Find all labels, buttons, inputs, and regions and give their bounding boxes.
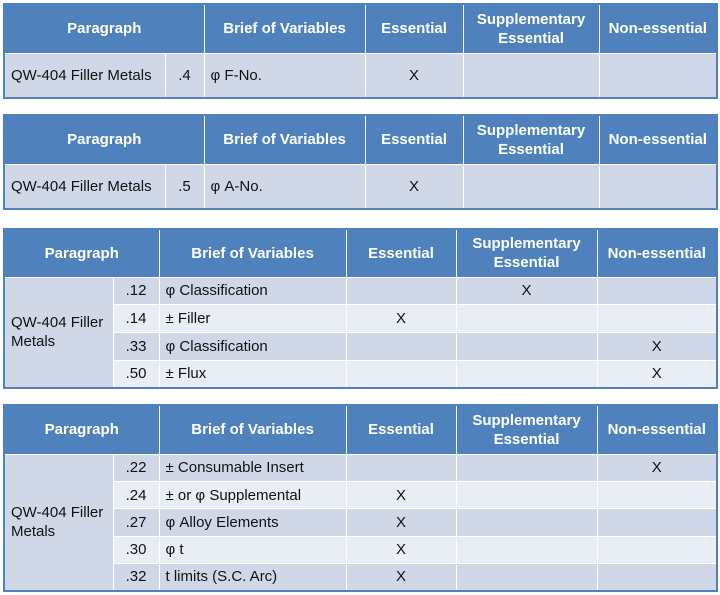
nonessential-mark bbox=[597, 277, 716, 305]
essential-mark: X bbox=[365, 164, 463, 208]
nonessential-mark: X bbox=[597, 454, 716, 481]
variable-brief: ± Consumable Insert bbox=[159, 454, 346, 481]
col-header-brief: Brief of Variables bbox=[159, 406, 346, 454]
variables-table-3 bbox=[3, 228, 718, 389]
col-header-essential: Essential bbox=[365, 5, 463, 53]
col-header-essential: Essential bbox=[346, 406, 456, 454]
essential-mark bbox=[346, 277, 456, 305]
col-header-nonessential: Non-essential bbox=[599, 5, 716, 53]
supplementary-mark bbox=[456, 305, 597, 333]
essential-mark: X bbox=[365, 53, 463, 97]
supplementary-mark bbox=[456, 536, 597, 563]
variable-brief: φ Classification bbox=[159, 277, 346, 305]
variable-number: .33 bbox=[113, 332, 159, 360]
variable-brief: φ Alloy Elements bbox=[159, 509, 346, 536]
essential-mark: X bbox=[346, 305, 456, 333]
variables-table-4 bbox=[3, 404, 718, 592]
col-header-nonessential: Non-essential bbox=[597, 406, 716, 454]
essential-mark bbox=[346, 360, 456, 387]
essential-mark: X bbox=[346, 536, 456, 563]
col-header-supplementary: Supplementary Essential bbox=[463, 5, 599, 53]
variables-table-2 bbox=[3, 114, 718, 210]
col-header-supplementary: Supplementary Essential bbox=[456, 406, 597, 454]
nonessential-mark bbox=[597, 536, 716, 563]
paragraph-cell: QW-404 Filler Metals bbox=[5, 53, 165, 97]
col-header-paragraph: Paragraph bbox=[5, 230, 159, 277]
nonessential-mark bbox=[599, 164, 716, 208]
variable-number: .27 bbox=[113, 509, 159, 536]
paragraph-cell: QW-404 Filler Metals bbox=[5, 164, 165, 208]
nonessential-mark bbox=[597, 509, 716, 536]
supplementary-mark bbox=[463, 53, 599, 97]
nonessential-mark: X bbox=[597, 332, 716, 360]
supplementary-mark bbox=[463, 164, 599, 208]
nonessential-mark bbox=[597, 563, 716, 590]
paragraph-cell: QW-404 Filler Metals bbox=[5, 277, 113, 387]
variable-brief: t limits (S.C. Arc) bbox=[159, 563, 346, 590]
variable-number: .14 bbox=[113, 305, 159, 333]
essential-mark: X bbox=[346, 563, 456, 590]
col-header-nonessential: Non-essential bbox=[599, 116, 716, 164]
variable-brief: φ t bbox=[159, 536, 346, 563]
supplementary-mark bbox=[456, 454, 597, 481]
variable-number: .22 bbox=[113, 454, 159, 481]
col-header-essential: Essential bbox=[346, 230, 456, 277]
nonessential-mark bbox=[597, 305, 716, 333]
variable-number: .5 bbox=[165, 164, 204, 208]
nonessential-mark: X bbox=[597, 360, 716, 387]
variable-number: .30 bbox=[113, 536, 159, 563]
essential-mark bbox=[346, 332, 456, 360]
table-row bbox=[5, 454, 716, 481]
supplementary-mark bbox=[456, 563, 597, 590]
variable-number: .4 bbox=[165, 53, 204, 97]
essential-mark: X bbox=[346, 509, 456, 536]
essential-mark bbox=[346, 454, 456, 481]
supplementary-mark bbox=[456, 481, 597, 508]
paragraph-cell: QW-404 Filler Metals bbox=[5, 454, 113, 590]
col-header-supplementary: Supplementary Essential bbox=[456, 230, 597, 277]
nonessential-mark bbox=[597, 481, 716, 508]
col-header-paragraph: Paragraph bbox=[5, 116, 204, 164]
col-header-brief: Brief of Variables bbox=[204, 116, 365, 164]
variable-brief: φ A-No. bbox=[204, 164, 365, 208]
col-header-paragraph: Paragraph bbox=[5, 406, 159, 454]
col-header-brief: Brief of Variables bbox=[204, 5, 365, 53]
supplementary-mark bbox=[456, 360, 597, 387]
variable-number: .32 bbox=[113, 563, 159, 590]
essential-mark: X bbox=[346, 481, 456, 508]
supplementary-mark bbox=[456, 509, 597, 536]
nonessential-mark bbox=[599, 53, 716, 97]
supplementary-mark: X bbox=[456, 277, 597, 305]
variable-brief: φ F-No. bbox=[204, 53, 365, 97]
variable-brief: ± Filler bbox=[159, 305, 346, 333]
table-row bbox=[5, 53, 716, 97]
col-header-supplementary: Supplementary Essential bbox=[463, 116, 599, 164]
supplementary-mark bbox=[456, 332, 597, 360]
variable-number: .24 bbox=[113, 481, 159, 508]
variable-brief: ± Flux bbox=[159, 360, 346, 387]
col-header-paragraph: Paragraph bbox=[5, 5, 204, 53]
variable-brief: ± or φ Supplemental bbox=[159, 481, 346, 508]
variables-table-1 bbox=[3, 3, 718, 99]
col-header-essential: Essential bbox=[365, 116, 463, 164]
variable-number: .12 bbox=[113, 277, 159, 305]
table-row bbox=[5, 277, 716, 305]
table-row bbox=[5, 164, 716, 208]
col-header-nonessential: Non-essential bbox=[597, 230, 716, 277]
variable-brief: φ Classification bbox=[159, 332, 346, 360]
variable-number: .50 bbox=[113, 360, 159, 387]
col-header-brief: Brief of Variables bbox=[159, 230, 346, 277]
